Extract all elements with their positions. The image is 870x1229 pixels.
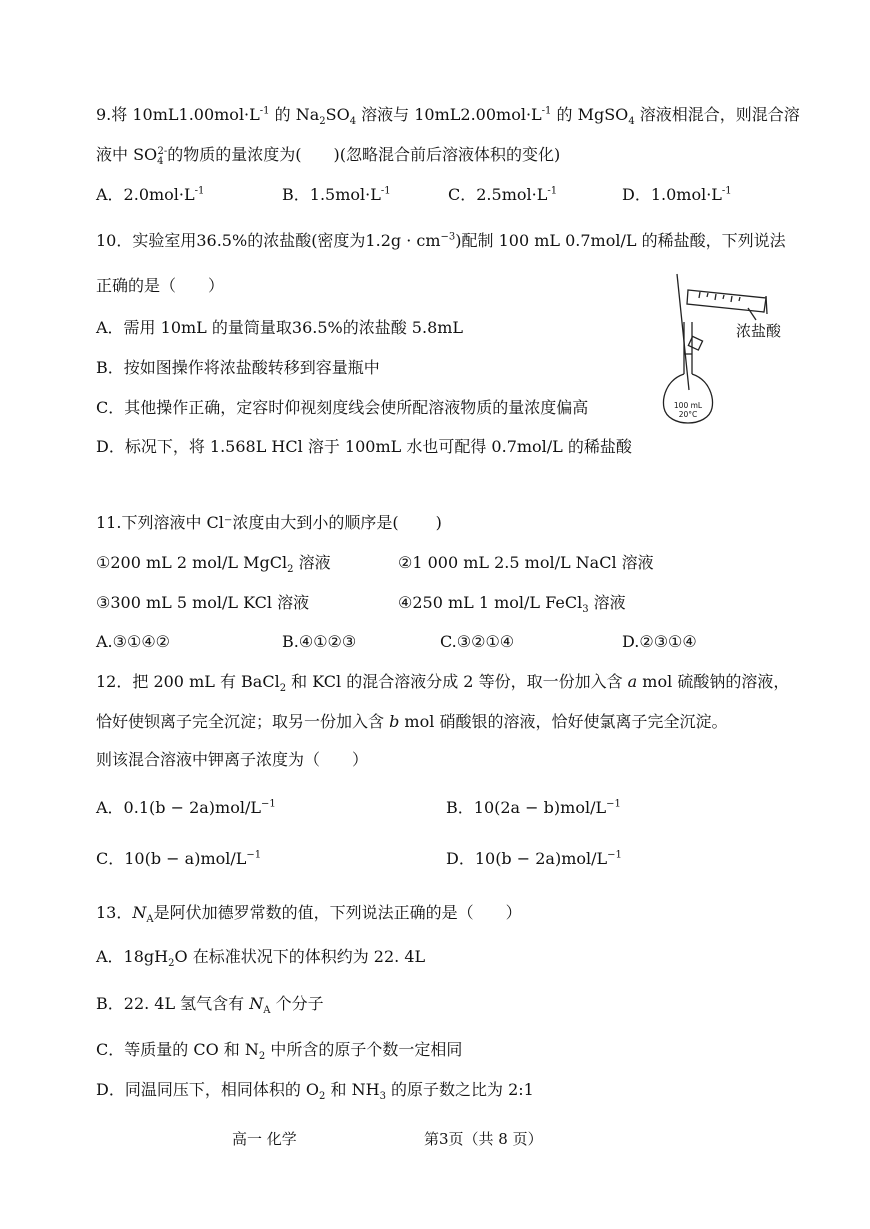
q13-stem: 13．$N_A$是阿伏加德罗常数的值，下列说法正确的是（ ）	[96, 903, 522, 926]
q12-option-c[interactable]: C．$10(b - a)mol/L^{-1}$	[96, 849, 262, 868]
q10-option-a[interactable]: A．需用 10mL 的量筒量取36.5%的浓盐酸 5.8mL	[96, 318, 464, 337]
q10-option-d[interactable]: D．标况下，将 1.568L HCl 溶于 100mL 水也可配得 0.7mol/L 的稀盐酸	[96, 437, 632, 456]
q9-option-c[interactable]: C．$2.5mol\cdot L^{-1}$	[448, 185, 558, 204]
q10-option-b[interactable]: B．按如图操作将浓盐酸转移到容量瓶中	[96, 358, 380, 377]
q11-option-d[interactable]: D.②③①④	[622, 632, 697, 651]
footer-subject: 高一 化学	[232, 1130, 297, 1148]
footer-page-number: 第3页（共 8 页）	[424, 1130, 543, 1148]
q13-option-d[interactable]: D．同温同压下，相同体积的 $O_2$ 和 $NH_3$ 的原子数之比为 2:1	[96, 1080, 534, 1103]
q11-stem: 11.下列溶液中 Cl⁻浓度由大到小的顺序是( )	[96, 513, 442, 532]
flask-stopper	[688, 336, 702, 350]
q12-option-b[interactable]: B．$10(2a - b)mol/L^{-1}$	[446, 798, 621, 817]
graduated-cylinder	[687, 290, 766, 312]
q13-option-c[interactable]: C．等质量的 CO 和 $N_2$ 中所含的原子个数一定相同	[96, 1040, 463, 1063]
flask-volume-label: 100 mL	[673, 401, 703, 410]
q10-option-c[interactable]: C．其他操作正确，定容时仰视刻度线会使所配溶液物质的量浓度偏高	[96, 398, 589, 417]
q11-item-4: ④250 mL 1 mol/L FeCl$_3$ 溶液	[398, 593, 626, 616]
q13-option-a[interactable]: A．$18gH_2O$ 在标准状况下的体积约为 22. 4L	[96, 947, 426, 970]
q11-item-1: ①200 mL 2 mol/L MgCl$_2$ 溶液	[96, 553, 331, 576]
acid-label: 浓盐酸	[736, 324, 782, 340]
q11-item-2: ②1 000 mL 2.5 mol/L NaCl 溶液	[398, 553, 654, 572]
q12-option-a[interactable]: A．$0.1(b - 2a)mol/L^{-1}$	[96, 798, 276, 817]
q11-option-a[interactable]: A.③①④②	[96, 632, 171, 651]
q9-option-a[interactable]: A．$2.0mol\cdot L^{-1}$	[96, 185, 205, 204]
q13-option-b[interactable]: B．22. 4L 氢气含有 $N_A$ 个分子	[96, 994, 324, 1017]
q9-stem-line2: 液中 $SO_4^{2-}$的物质的量浓度为( )(忽略混合前后溶液体积的变化)	[96, 145, 561, 168]
q9-option-d[interactable]: D．$1.0mol\cdot L^{-1}$	[622, 185, 732, 204]
q10-stem-line2: 正确的是（ ）	[96, 276, 225, 295]
glass-rod	[677, 274, 689, 390]
flask-temp-label: 20°C	[678, 410, 698, 419]
q10-stem-line1: 10．实验室用36.5%的浓盐酸(密度为$1.2g \cdot cm^{-3}$)配制 100 mL 0.7mol/L 的稀盐酸，下列说法	[96, 231, 786, 250]
q9-option-b[interactable]: B．$1.5mol\cdot L^{-1}$	[282, 185, 391, 204]
q12-stem-line3: 则该混合溶液中钾离子浓度为（ ）	[96, 750, 369, 769]
q11-option-b[interactable]: B.④①②③	[282, 632, 357, 651]
q9-stem-line1: 9.将 $10mL1.00mol\cdot L^{-1}$ 的 $Na_2SO_4$ 溶液与 $10mL2.00mol\cdot L^{-1}$ 的 MgSO$_4$ 溶液相混合，则混合溶	[96, 105, 800, 128]
q12-stem-line2: 恰好使钡离子完全沉淀；取另一份加入含 b mol 硝酸银的溶液，恰好使氯离子完全沉淀。	[96, 712, 728, 731]
q12-option-d[interactable]: D．$10(b - 2a)mol/L^{-1}$	[446, 849, 622, 868]
q11-option-c[interactable]: C.③②①④	[440, 632, 515, 651]
q12-stem-line1: 12．把 200 mL 有 BaCl$_2$ 和 KCl 的混合溶液分成 2 等份，取一份加入含 a mol 硫酸钠的溶液，	[96, 672, 790, 695]
pouring-acid-figure	[660, 270, 790, 435]
q11-item-3: ③300 mL 5 mol/L KCl 溶液	[96, 593, 310, 612]
